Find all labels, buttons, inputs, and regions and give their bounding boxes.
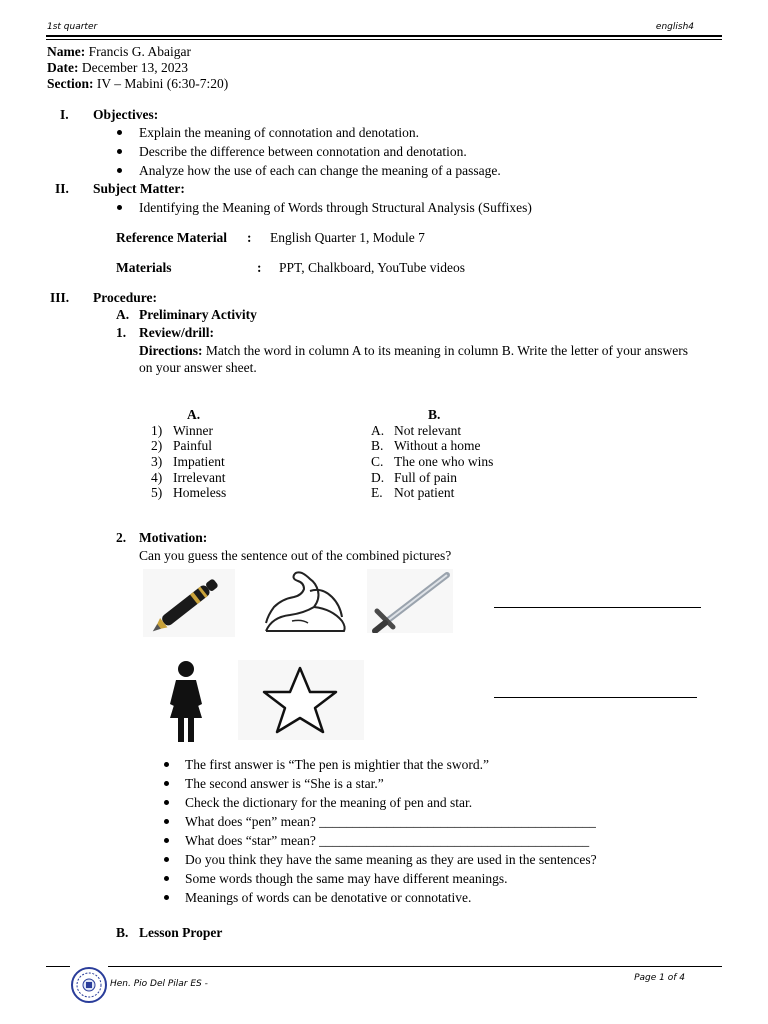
column-a-word: Homeless — [173, 485, 227, 500]
bullet — [164, 857, 169, 862]
review-num: 1. — [116, 325, 127, 340]
prelim-title: Preliminary Activity — [139, 307, 257, 322]
motivation-bullet: What does “star” mean? ________________________________________ — [185, 833, 590, 848]
woman-picture — [150, 660, 222, 744]
reference-colon: : — [247, 230, 252, 245]
bullet — [164, 895, 169, 900]
answer-blank-2[interactable] — [494, 697, 697, 698]
school-seal-icon — [70, 966, 108, 1004]
motivation-bullet: Do you think they have the same meaning as they are used in the sentences? — [185, 852, 597, 867]
column-b-letter: A. — [371, 423, 385, 438]
materials-label: Materials — [116, 260, 172, 275]
section-line: Section: IV – Mabini (6:30-7:20) — [47, 76, 229, 91]
header-rule-thin — [46, 39, 722, 40]
bullet — [164, 819, 169, 824]
footer-rule — [108, 966, 722, 967]
lesson-letter: B. — [116, 925, 129, 940]
reference-value: English Quarter 1, Module 7 — [270, 230, 425, 245]
footer-rule-left — [46, 966, 70, 967]
column-a-num: 4) — [151, 470, 163, 485]
star-picture — [238, 660, 364, 740]
column-a-num: 3) — [151, 454, 163, 469]
materials-value: PPT, Chalkboard, YouTube videos — [279, 260, 466, 275]
header-right: english4 — [655, 22, 694, 32]
objective-item: Explain the meaning of connotation and denotation. — [139, 125, 420, 140]
bullet — [117, 168, 122, 173]
column-a-word: Impatient — [173, 454, 225, 469]
motivation-title: Motivation: — [139, 530, 208, 545]
sword-picture — [367, 569, 453, 633]
reference-label: Reference Material — [116, 230, 228, 245]
bullet — [164, 781, 169, 786]
motivation-bullet: Check the dictionary for the meaning of pen and star. — [185, 795, 473, 810]
bullet — [164, 876, 169, 881]
column-a-header: A. — [187, 407, 201, 422]
column-a-word: Winner — [173, 423, 213, 438]
sword-icon — [367, 569, 453, 633]
column-b-letter: C. — [371, 454, 384, 469]
star-icon — [238, 660, 364, 740]
answer-blank-1[interactable] — [494, 607, 701, 608]
motivation-num: 2. — [116, 530, 127, 545]
bullet — [117, 149, 122, 154]
bullet — [117, 205, 122, 210]
date-line: Date: December 13, 2023 — [47, 60, 188, 75]
procedure-num: III. — [50, 290, 70, 305]
objectives-num: I. — [60, 107, 69, 122]
pen-icon — [143, 569, 235, 637]
column-b-letter: B. — [371, 438, 384, 453]
column-b-header: B. — [428, 407, 441, 422]
pen-picture — [143, 569, 235, 637]
column-b-meaning: Full of pain — [394, 470, 457, 485]
school-seal — [70, 966, 108, 1004]
column-a-num: 5) — [151, 485, 163, 500]
column-b-meaning: Not patient — [394, 485, 455, 500]
subject-title: Subject Matter: — [93, 181, 185, 196]
woman-icon — [150, 660, 222, 744]
flexed-arm-icon — [262, 569, 350, 635]
bullet — [117, 130, 122, 135]
subject-item: Identifying the Meaning of Words through Structural Analysis (Suffixes) — [139, 200, 532, 215]
directions-line-1: Directions: Match the word in column A to its meaning in column B. Write the letter of your answers — [139, 343, 688, 358]
subject-num: II. — [55, 181, 69, 196]
column-b-letter: E. — [371, 485, 383, 500]
column-a-num: 2) — [151, 438, 163, 453]
name-line: Name: Francis G. Abaigar — [47, 44, 191, 59]
bullet — [164, 838, 169, 843]
arm-picture — [262, 569, 350, 635]
bullet — [164, 762, 169, 767]
column-b-meaning: The one who wins — [394, 454, 494, 469]
directions-line-2: on your answer sheet. — [139, 360, 257, 375]
column-a-word: Painful — [173, 438, 212, 453]
objective-item: Analyze how the use of each can change the meaning of a passage. — [139, 163, 501, 178]
column-b-meaning: Not relevant — [394, 423, 462, 438]
column-a-word: Irrelevant — [173, 470, 226, 485]
materials-colon: : — [257, 260, 262, 275]
column-b-letter: D. — [371, 470, 385, 485]
objective-item: Describe the difference between connotation and denotation. — [139, 144, 467, 159]
page-number: Page 1 of 4 — [634, 973, 685, 983]
column-b-meaning: Without a home — [394, 438, 481, 453]
column-a-num: 1) — [151, 423, 163, 438]
header-rule — [46, 35, 722, 37]
objectives-title: Objectives: — [93, 107, 159, 122]
review-title: Review/drill: — [139, 325, 214, 340]
motivation-bullet: Some words though the same may have different meanings. — [185, 871, 508, 886]
footer-school: Hen. Pio Del Pilar ES - — [110, 979, 208, 989]
motivation-bullet: The first answer is “The pen is mightier that the sword.” — [185, 757, 490, 772]
motivation-question: Can you guess the sentence out of the combined pictures? — [139, 548, 452, 563]
bullet — [164, 800, 169, 805]
lesson-title: Lesson Proper — [139, 925, 223, 940]
motivation-bullet: What does “pen” mean? _________________________________________ — [185, 814, 596, 829]
motivation-bullet: Meanings of words can be denotative or connotative. — [185, 890, 472, 905]
prelim-letter: A. — [116, 307, 130, 322]
motivation-bullet: The second answer is “She is a star.” — [185, 776, 384, 791]
header-left: 1st quarter — [47, 22, 98, 32]
procedure-title: Procedure: — [93, 290, 157, 305]
